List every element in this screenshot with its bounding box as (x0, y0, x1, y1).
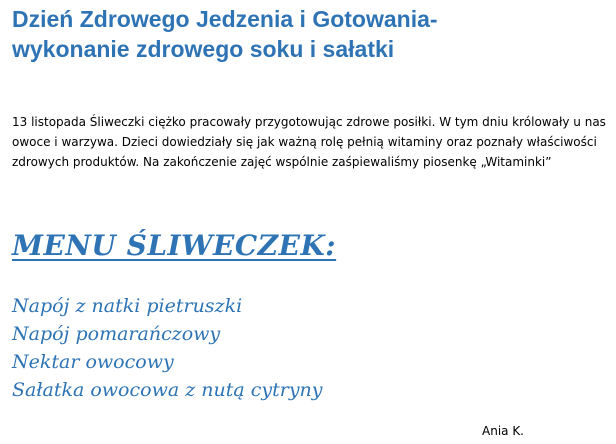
menu-heading: MENU ŚLIWECZEK: (12, 229, 337, 262)
page-title-line-2: wykonanie zdrowego soku i sałatki (12, 36, 395, 62)
menu-item: Napój pomarańczowy (12, 323, 221, 345)
page-title (12, 4, 612, 64)
menu-list (12, 292, 323, 404)
author-signature: Ania K. (482, 424, 524, 438)
intro-paragraph: 13 listopada Śliweczki ciężko pracowały przygotowując zdrowe posiłki. W tym dniu królowały u nas owoce i warzywa. Dzieci dowiedziały się jak ważną rolę pełnią witaminy oraz poznały właściwości zdrowych produktów. Na zakończenie zajęć wspólnie zaśpiewaliśmy piosenkę „Witaminki” (12, 115, 606, 169)
menu-item: Sałatka owocowa z nutą cytryny (12, 379, 323, 401)
menu-item: Napój z natki pietruszki (12, 295, 243, 317)
page-title-line-1: Dzień Zdrowego Jedzenia i Gotowania- (12, 6, 438, 32)
menu-item: Nektar owocowy (12, 351, 174, 373)
